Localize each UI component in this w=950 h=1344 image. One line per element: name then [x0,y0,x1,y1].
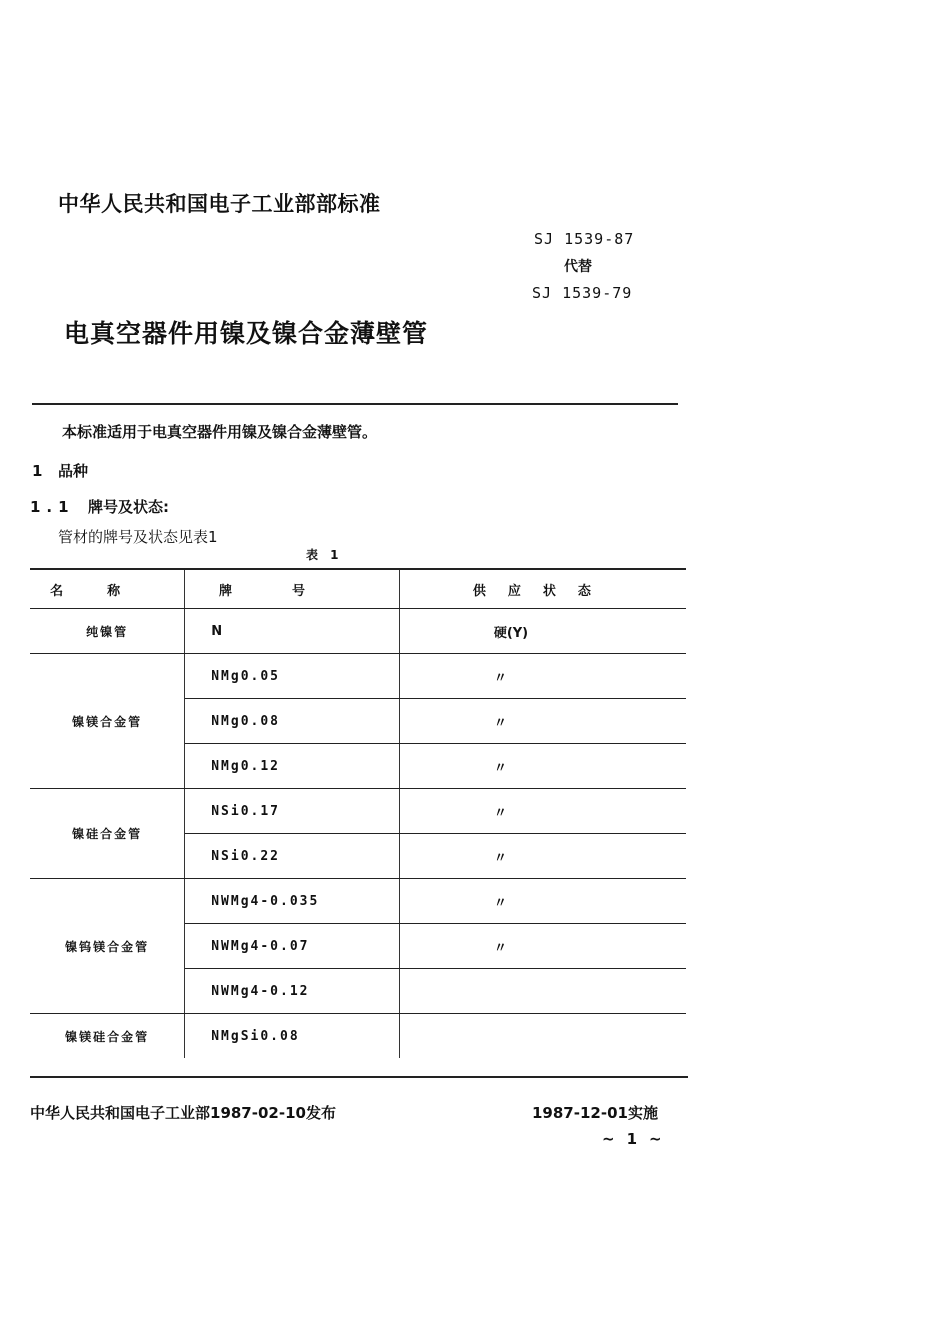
section-1-1-number: 1.1 [30,498,75,516]
row-state: 硬(Y) [399,609,686,654]
section-1-1-heading [30,496,169,517]
section-1-1-title: 牌号及状态: [88,498,169,516]
row-name: 纯镍管 [30,609,185,654]
table-row [30,789,686,834]
row-grade: NMg0.08 [185,699,400,744]
section-1-1-description: 管材的牌号及状态见表1 [58,528,218,546]
row-name: 镍硅合金管 [30,789,185,879]
row-grade: NSi0.22 [185,834,400,879]
row-state: 〃 [399,879,686,924]
section-1-title: 品种 [58,462,89,480]
replaces-label: 代替 [564,259,592,275]
row-grade: N [185,609,400,654]
footer-divider [30,1076,688,1078]
table-row [30,1014,686,1059]
row-state: 〃 [399,924,686,969]
issue-date: 中华人民共和国电子工业部1987-02-10发布 [30,1104,336,1122]
row-state [399,969,686,1014]
row-name: 镍镁硅合金管 [30,1014,185,1059]
row-grade: NMg0.12 [185,744,400,789]
row-name: 镍钨镁合金管 [30,879,185,1014]
row-grade: NSi0.17 [185,789,400,834]
row-state: 〃 [399,699,686,744]
row-state: 〃 [399,834,686,879]
row-grade: NWMg4-0.07 [185,924,400,969]
row-name: 镍镁合金管 [30,654,185,789]
effective-date: 1987-12-01实施 [532,1104,658,1122]
row-state: 〃 [399,744,686,789]
row-grade: NMgSi0.08 [185,1014,400,1059]
document-title: 电真空器件用镍及镍合金薄壁管 [64,319,429,348]
table-row [30,879,686,924]
header-grade: 牌号 [185,569,400,609]
row-state: 〃 [399,789,686,834]
page-number: ~1~ [602,1130,674,1148]
table-caption: 表 1 [306,548,343,562]
standard-code: SJ 1539-87 [534,230,635,248]
row-state [399,1014,686,1059]
table-row [30,609,686,654]
grade-state-table [30,568,686,1058]
issuing-authority: 中华人民共和国电子工业部部标准 [58,192,381,216]
section-1-number: 1 [32,462,43,480]
scope-paragraph: 本标准适用于电真空器件用镍及镍合金薄壁管。 [62,423,378,441]
table-row [30,654,686,699]
table-header-row [30,569,686,609]
header-name: 名称 [30,569,185,609]
row-grade: NWMg4-0.035 [185,879,400,924]
replaced-standard-code: SJ 1539-79 [532,284,633,302]
row-state: 〃 [399,654,686,699]
row-grade: NWMg4-0.12 [185,969,400,1014]
row-grade: NMg0.05 [185,654,400,699]
section-1-heading [32,460,88,481]
header-supply-state: 供应状态 [399,569,686,609]
header-divider [32,403,678,405]
